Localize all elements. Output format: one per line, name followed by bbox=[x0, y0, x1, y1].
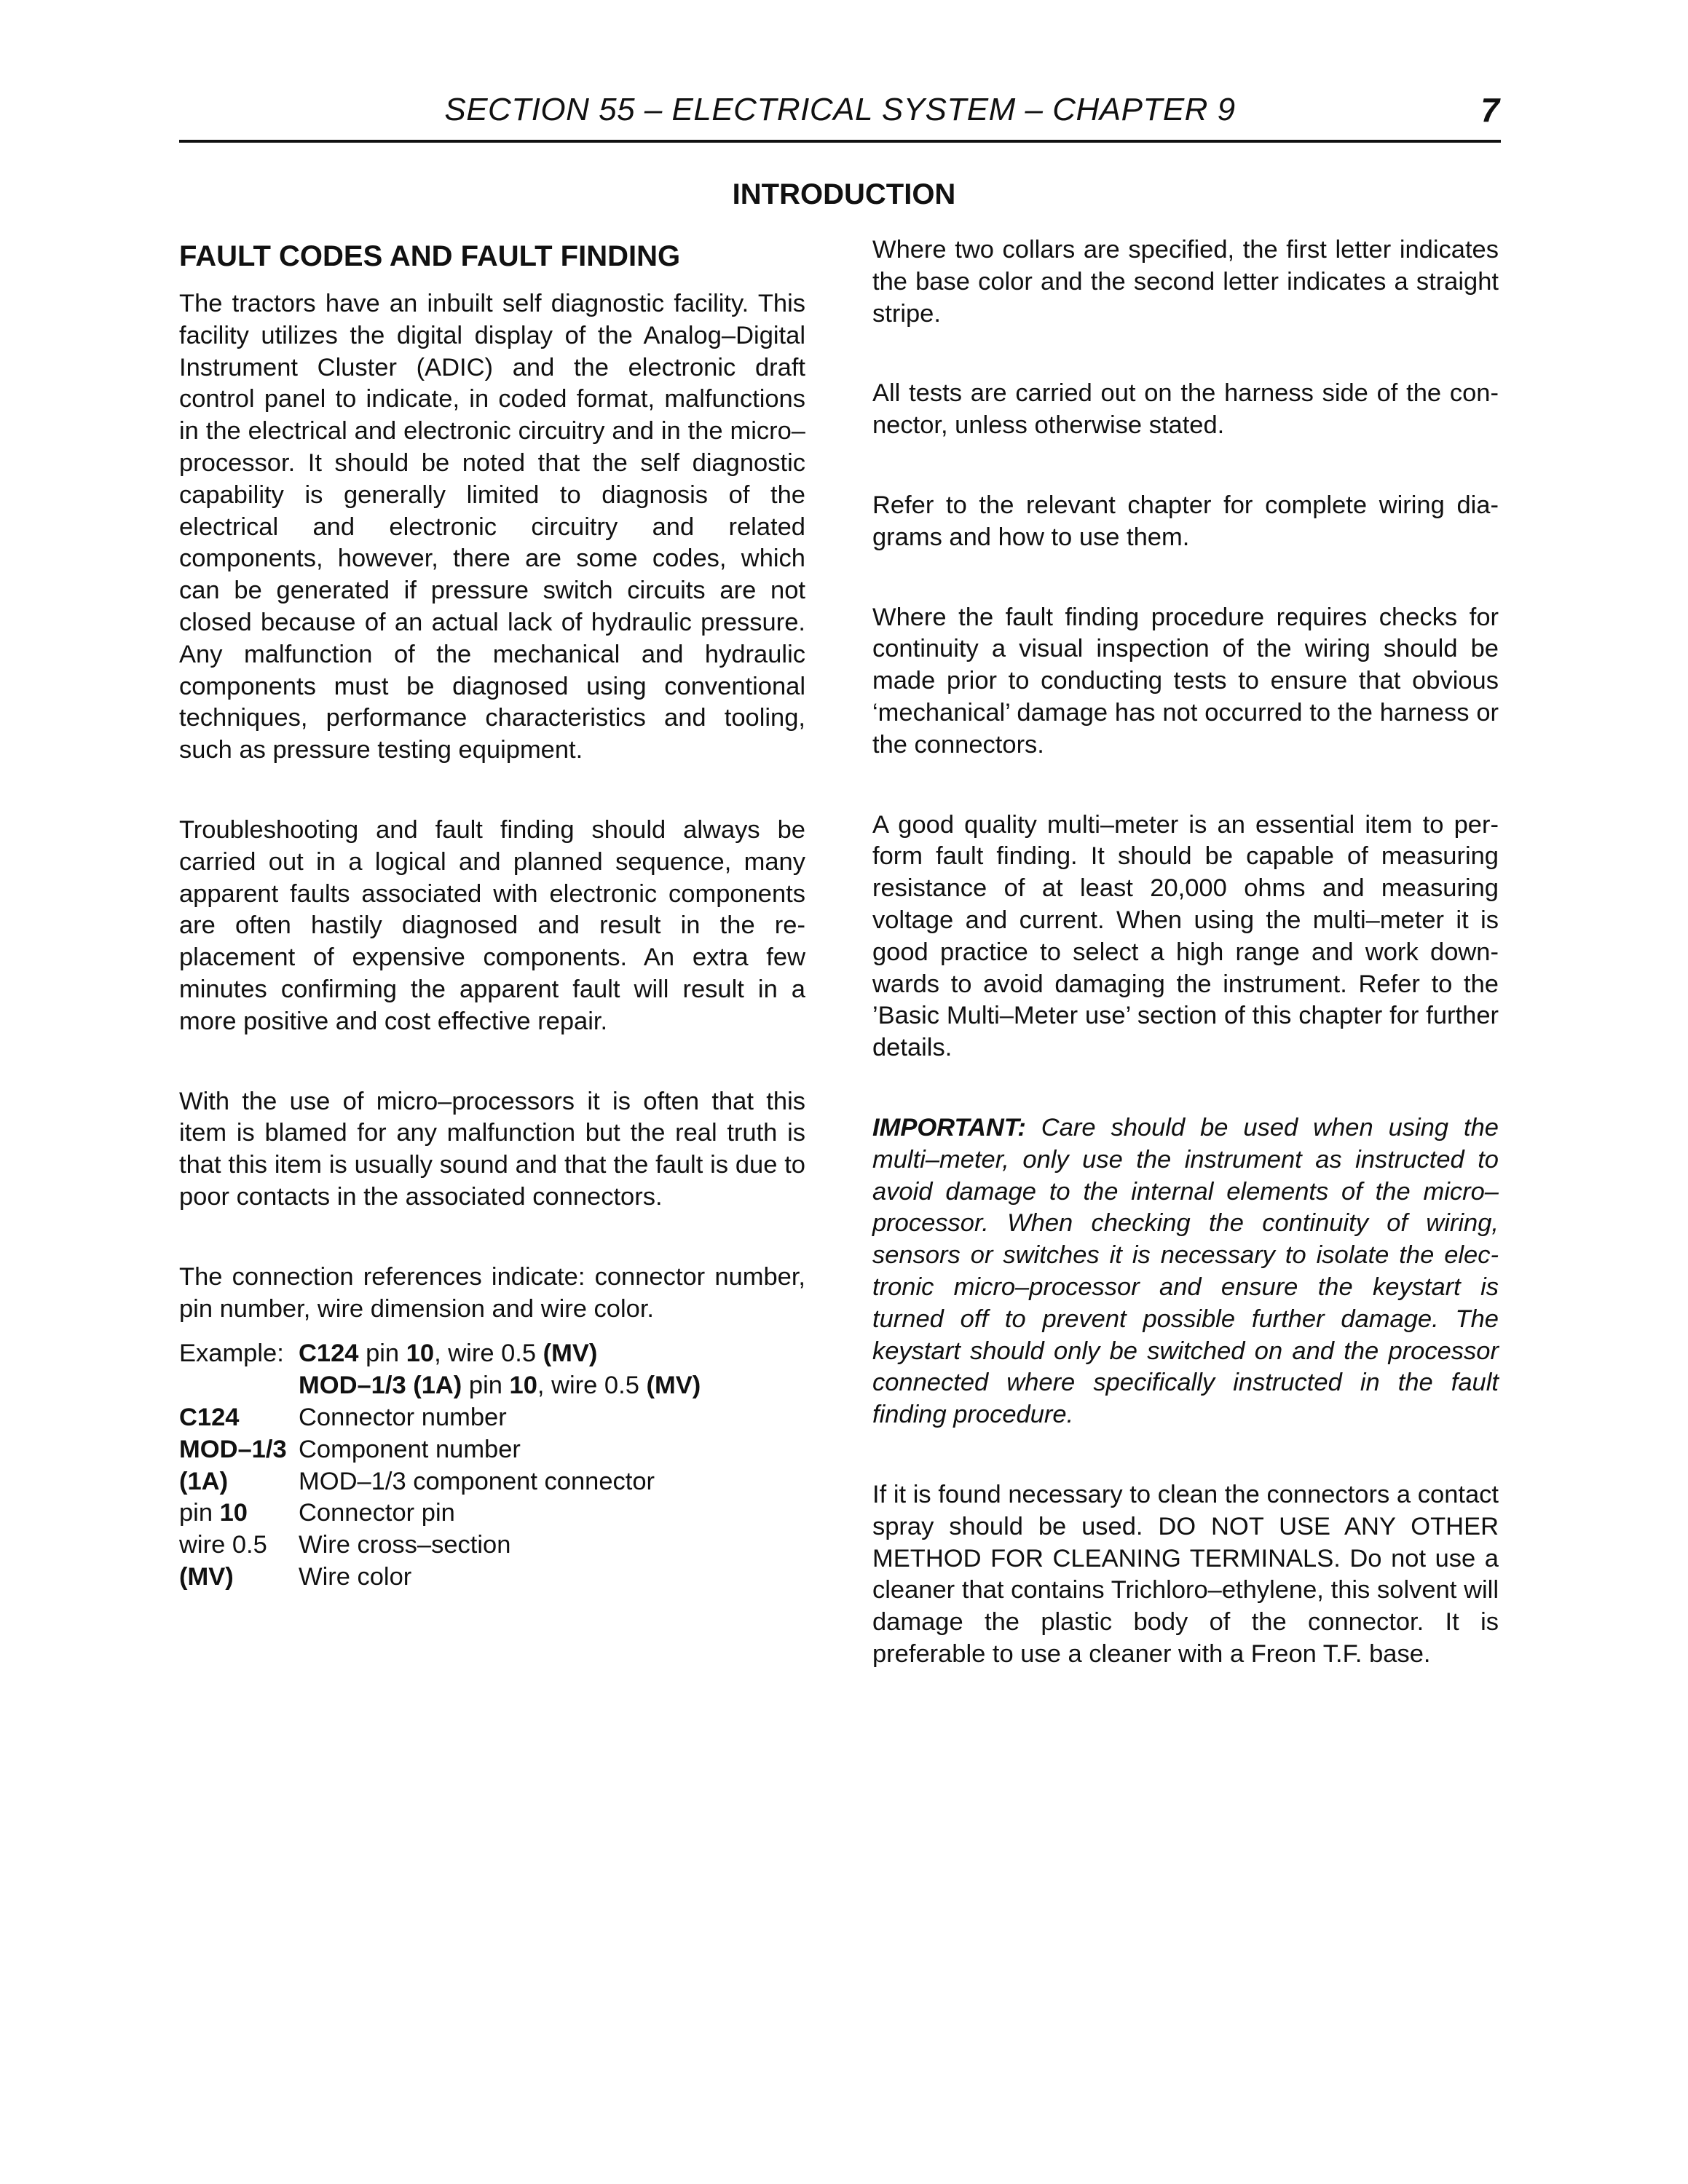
important-label: IMPORTANT: bbox=[872, 1113, 1026, 1142]
paragraph: Where two collars are specified, the first letter indicates the base color and the second letter indicates a straight stripe. bbox=[872, 236, 1499, 328]
left-column bbox=[179, 234, 805, 1594]
legend-key: C124 bbox=[179, 1403, 240, 1431]
legend-key: pin 10 bbox=[179, 1499, 248, 1527]
example-row bbox=[179, 1370, 701, 1402]
paragraph: Troubleshooting and fault finding should always be carried out in a logical and planned sequence, many apparent faults associated with electronic components are often hastily diagnosed and result in the replacement of expensive components. An extra few minutes confirming the apparent fault will result in a more positive and cost effective repair. bbox=[179, 815, 805, 1035]
section-heading: FAULT CODES AND FAULT FINDING bbox=[179, 240, 681, 272]
example-label: Example: bbox=[179, 1340, 284, 1368]
connection-reference-legend bbox=[179, 1338, 701, 1593]
example-color: (MV) bbox=[646, 1372, 701, 1400]
example-pin: 10 bbox=[406, 1340, 435, 1368]
legend-desc: Wire cross–section bbox=[299, 1531, 511, 1559]
page-heading: INTRODUCTION bbox=[732, 178, 956, 210]
legend-key: (MV) bbox=[179, 1562, 234, 1591]
legend-key: (1A) bbox=[179, 1467, 229, 1495]
legend-row bbox=[179, 1530, 701, 1562]
legend-key: MOD–1/3 bbox=[179, 1435, 287, 1463]
example-line bbox=[299, 1338, 701, 1370]
example-row bbox=[179, 1338, 701, 1370]
legend-row bbox=[179, 1562, 701, 1594]
legend-row bbox=[179, 1402, 701, 1434]
example-text: pin bbox=[462, 1372, 510, 1400]
legend-row bbox=[179, 1466, 701, 1498]
important-text: Care should be used when using the multi–meter, only use the instrument as instructed to avoid damage to the internal elements of the micro–processor. When checking the continuity of wiring, sensors or switches it is necessary to isolate the electronic micro–processor and ensure the keystart is turned off to prevent possible further damage. The keystart should only be switched on and the processor connected where specifically instructed in the fault finding procedure. bbox=[872, 1113, 1499, 1429]
important-note bbox=[872, 1112, 1499, 1431]
page-number: 7 bbox=[1480, 91, 1499, 129]
legend-desc: Component number bbox=[299, 1435, 521, 1463]
legend-desc: Wire color bbox=[299, 1562, 412, 1591]
legend-desc: MOD–1/3 component connector bbox=[299, 1467, 655, 1495]
legend-row bbox=[179, 1434, 701, 1466]
example-connector: C124 bbox=[299, 1340, 359, 1368]
paragraph: If it is found necessary to clean the connectors a contact spray should be used. DO NOT USE ANY OTHER METHOD FOR CLEANING TERMINALS. Do not use a cleaner that contains Trichloro–ethylene, this solvent will damage the plastic body of the connector. It is preferable to use a cleaner with a Freon T.F. base. bbox=[872, 1480, 1499, 1668]
paragraph: Refer to the relevant chapter for complete wiring diagrams and how to use them. bbox=[872, 491, 1499, 551]
example-component: MOD–1/3 (1A) bbox=[299, 1372, 462, 1400]
paragraph: A good quality multi–meter is an essential item to perform fault finding. It should be capable of measuring resistance of at least 20,000 ohms and measuring voltage and current. When using the multi–meter it is good practice to select a high range and work downwards to avoid damaging the instrument. Refer to the ’Basic Multi–Meter use’ section of this chapter for further details. bbox=[872, 810, 1499, 1062]
section-title: SECTION 55 – ELECTRICAL SYSTEM – CHAPTER 9 bbox=[444, 92, 1236, 127]
legend-desc: Connector pin bbox=[299, 1499, 455, 1527]
legend-key: wire 0.5 bbox=[179, 1531, 267, 1559]
legend-desc: Connector number bbox=[299, 1403, 507, 1431]
page-header bbox=[179, 87, 1501, 143]
legend-row bbox=[179, 1497, 701, 1530]
paragraph: The tractors have an inbuilt self diagnostic facility. This facility utilizes the digital display of the Analog–Digital Instrument Cluster (ADIC) and the electronic draft control panel to indicate, in coded format, malfunctions in the electrical and electronic circuitry and in the micro–processor. It should be noted that the self diagnostic capability is generally limited to diagnosis of the electrical and electronic circuitry and related components, however, there are some codes, which can be generated if pressure switch circuits are not closed because of an actual lack of hydraulic pressure. Any malfunction of the mechanical and hydraulic components must be diagnosed using conventional techniques, performance characteristics and tooling, such as pressure testing equipment. bbox=[179, 290, 805, 764]
example-line bbox=[299, 1370, 701, 1402]
paragraph: Where the fault finding procedure requires checks for continuity a visual inspection of the wiring should be made prior to conducting tests to ensure that obvious ‘mechanical’ damage has not occurred to the harness or the connectors. bbox=[872, 603, 1499, 759]
paragraph: The connection references indicate: connector number, pin number, wire dimension and wire color. bbox=[179, 1262, 805, 1323]
example-text: , wire 0.5 bbox=[537, 1372, 647, 1400]
example-pin: 10 bbox=[509, 1372, 537, 1400]
example-color: (MV) bbox=[543, 1340, 598, 1368]
example-text: pin bbox=[358, 1340, 406, 1368]
paragraph: All tests are carried out on the harness side of the connector, unless otherwise stated. bbox=[872, 379, 1499, 440]
right-column bbox=[872, 234, 1499, 1719]
paragraph: With the use of micro–processors it is often that this item is blamed for any malfunction but the real truth is that this item is usually sound and that the fault is due to poor contacts in the associated connectors. bbox=[179, 1087, 805, 1211]
example-text: , wire 0.5 bbox=[434, 1340, 543, 1368]
